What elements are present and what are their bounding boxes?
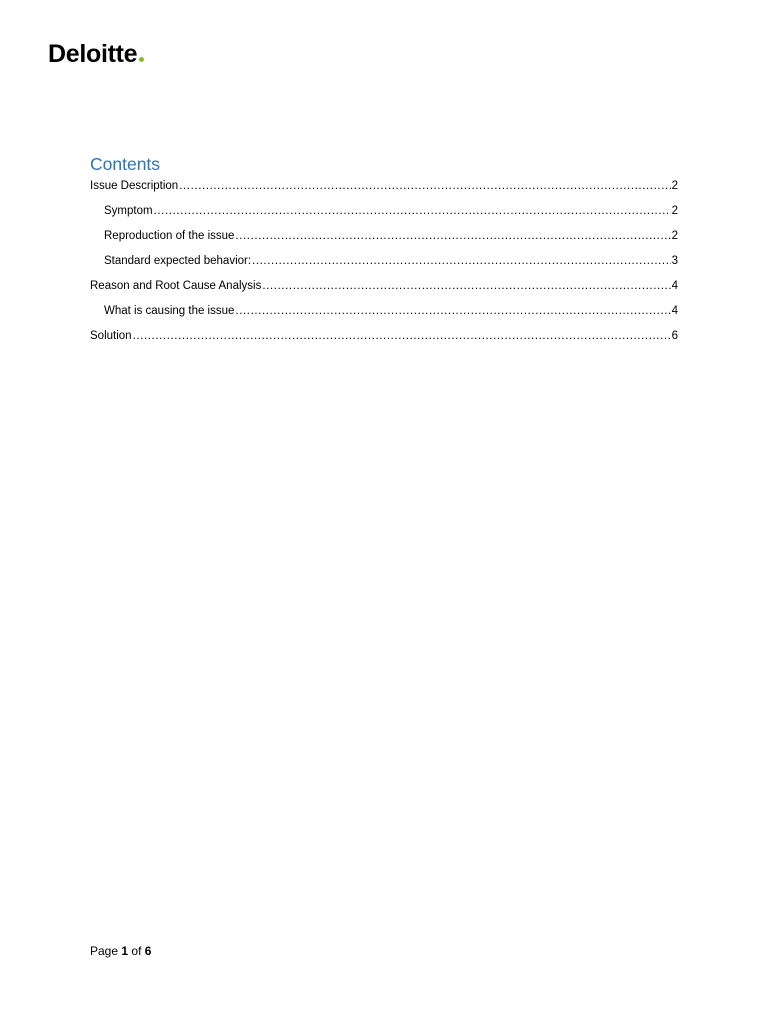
toc-entry-issue-description[interactable] bbox=[90, 176, 678, 201]
toc-entry-what-is-causing[interactable] bbox=[90, 301, 678, 326]
toc-entry-page: 3 bbox=[671, 255, 678, 267]
toc-dot-leader bbox=[154, 201, 671, 221]
toc-entry-title: Symptom bbox=[104, 205, 153, 217]
toc-entry-symptom[interactable] bbox=[90, 201, 678, 226]
toc-entry-page: 4 bbox=[671, 280, 678, 292]
footer-total-pages: 6 bbox=[144, 944, 152, 958]
toc-entry-page: 2 bbox=[671, 230, 678, 242]
toc-entry-title: Issue Description bbox=[90, 180, 179, 192]
toc-entry-title: Standard expected behavior: bbox=[104, 255, 252, 267]
toc-dot-leader bbox=[262, 276, 670, 296]
toc-entry-page: 4 bbox=[671, 305, 678, 317]
toc-entry-page: 2 bbox=[671, 205, 678, 217]
footer-current-page: 1 bbox=[121, 944, 129, 958]
toc-entry-title: Reason and Root Cause Analysis bbox=[90, 280, 262, 292]
toc-entry-solution[interactable] bbox=[90, 326, 678, 351]
footer-of-word: of bbox=[131, 944, 142, 958]
logo-dot-icon bbox=[139, 57, 144, 62]
deloitte-logo bbox=[48, 38, 144, 70]
toc-dot-leader bbox=[235, 226, 670, 246]
toc-dot-leader bbox=[252, 251, 671, 271]
footer-page-word: Page bbox=[90, 944, 119, 958]
toc-entry-page: 2 bbox=[671, 180, 678, 192]
toc-heading: Contents bbox=[90, 154, 161, 174]
toc-entry-title: Solution bbox=[90, 330, 132, 342]
toc-entry-reproduction[interactable] bbox=[90, 226, 678, 251]
toc-dot-leader bbox=[133, 326, 671, 346]
logo-text: Deloitte bbox=[48, 40, 138, 68]
table-of-contents bbox=[90, 176, 678, 351]
toc-entry-title: What is causing the issue bbox=[104, 305, 235, 317]
toc-dot-leader bbox=[235, 301, 670, 321]
toc-entry-page: 6 bbox=[671, 330, 678, 342]
page-footer bbox=[90, 942, 151, 960]
toc-entry-standard-expected-behavior[interactable] bbox=[90, 251, 678, 276]
toc-entry-root-cause-analysis[interactable] bbox=[90, 276, 678, 301]
toc-dot-leader bbox=[179, 176, 670, 196]
toc-entry-title: Reproduction of the issue bbox=[104, 230, 235, 242]
